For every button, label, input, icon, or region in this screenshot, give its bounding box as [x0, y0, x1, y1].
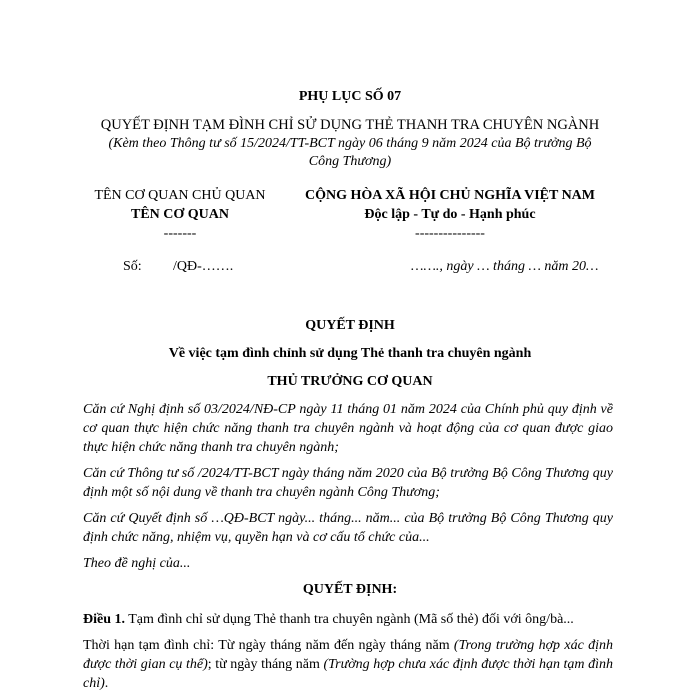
period-text-2: ; từ ngày tháng năm — [207, 657, 324, 672]
header-right — [280, 186, 620, 243]
decision-subject: Về việc tạm đình chỉnh sử dụng Thẻ thanh tra chuyên ngành — [168, 346, 532, 361]
basis-paragraph-1: Căn cứ Nghị định số 03/2024/NĐ-CP ngày 11 tháng 01 năm 2024 của Chính phủ quy định về cơ quan thực hiện chức năng thanh tra chuyên ngành và hoạt động của cơ quan được giao thực hiện chức năng thanh tra chuyên ngành; — [83, 402, 613, 455]
form-title: QUYẾT ĐỊNH TẠM ĐÌNH CHỈ SỬ DỤNG THẺ THANH TRA CHUYÊN NGÀNH — [100, 117, 600, 133]
period-note-2: (Trường hợp chưa xác định được thời hạn tạm đình chỉ) — [83, 657, 613, 691]
decision-title: QUYẾT ĐỊNH — [305, 318, 395, 333]
period-text-1: Thời hạn tạm đình chỉ: Từ ngày tháng năm đến ngày tháng năm — [83, 638, 454, 653]
place-date: ……., ngày … tháng … năm 20… — [411, 259, 599, 274]
number-label: Số: — [123, 259, 142, 274]
right-rule: --------------- — [415, 226, 485, 241]
left-rule: ------- — [163, 226, 197, 241]
period-text-3: . — [104, 676, 109, 691]
basis-paragraph-2: Căn cứ Thông tư số /2024/TT-BCT ngày tháng năm 2020 của Bộ trưởng Bộ Công Thương quy định một số nội dung về thanh tra chuyên ngành Công Thương; — [83, 466, 613, 500]
article-1-label: Điều 1. — [83, 612, 125, 627]
basis-paragraph-3: Căn cứ Quyết định số …QĐ-BCT ngày... tháng... năm... của Bộ trưởng Bộ Công Thương quy định chức năng, nhiệm vụ, quyền hạn và cơ cấu tổ chức của... — [83, 511, 613, 545]
agency-name: TÊN CƠ QUAN — [130, 207, 229, 222]
period-note-1: (Trong trường hợp xác định được thời gian cụ thể) — [83, 638, 613, 672]
number-value: /QĐ-……. — [173, 259, 234, 274]
national-motto: Độc lập - Tự do - Hạnh phúc — [364, 207, 536, 222]
header-left — [80, 186, 280, 243]
suspension-period — [83, 636, 613, 693]
national-title: CỘNG HÒA XÃ HỘI CHỦ NGHĨA VIỆT NAM — [304, 188, 595, 203]
attached-note-line-2: Công Thương) — [308, 154, 392, 169]
appendix-label: PHỤ LỤC SỐ 07 — [298, 89, 402, 104]
issuing-authority: THỦ TRƯỞNG CƠ QUAN — [267, 374, 433, 389]
attached-note-line-1: (Kèm theo Thông tư số 15/2024/TT-BCT ngày 06 tháng 9 năm 2024 của Bộ trưởng Bộ — [108, 136, 592, 151]
parent-agency: TÊN CƠ QUAN CHỦ QUAN — [94, 188, 266, 203]
decides-heading: QUYẾT ĐỊNH: — [302, 582, 398, 597]
article-1 — [83, 610, 613, 629]
article-1-text: Tạm đình chỉ sử dụng Thẻ thanh tra chuyên ngành (Mã số thẻ) đối với ông/bà... — [125, 612, 574, 627]
proposal-line: Theo đề nghị của... — [83, 556, 191, 571]
